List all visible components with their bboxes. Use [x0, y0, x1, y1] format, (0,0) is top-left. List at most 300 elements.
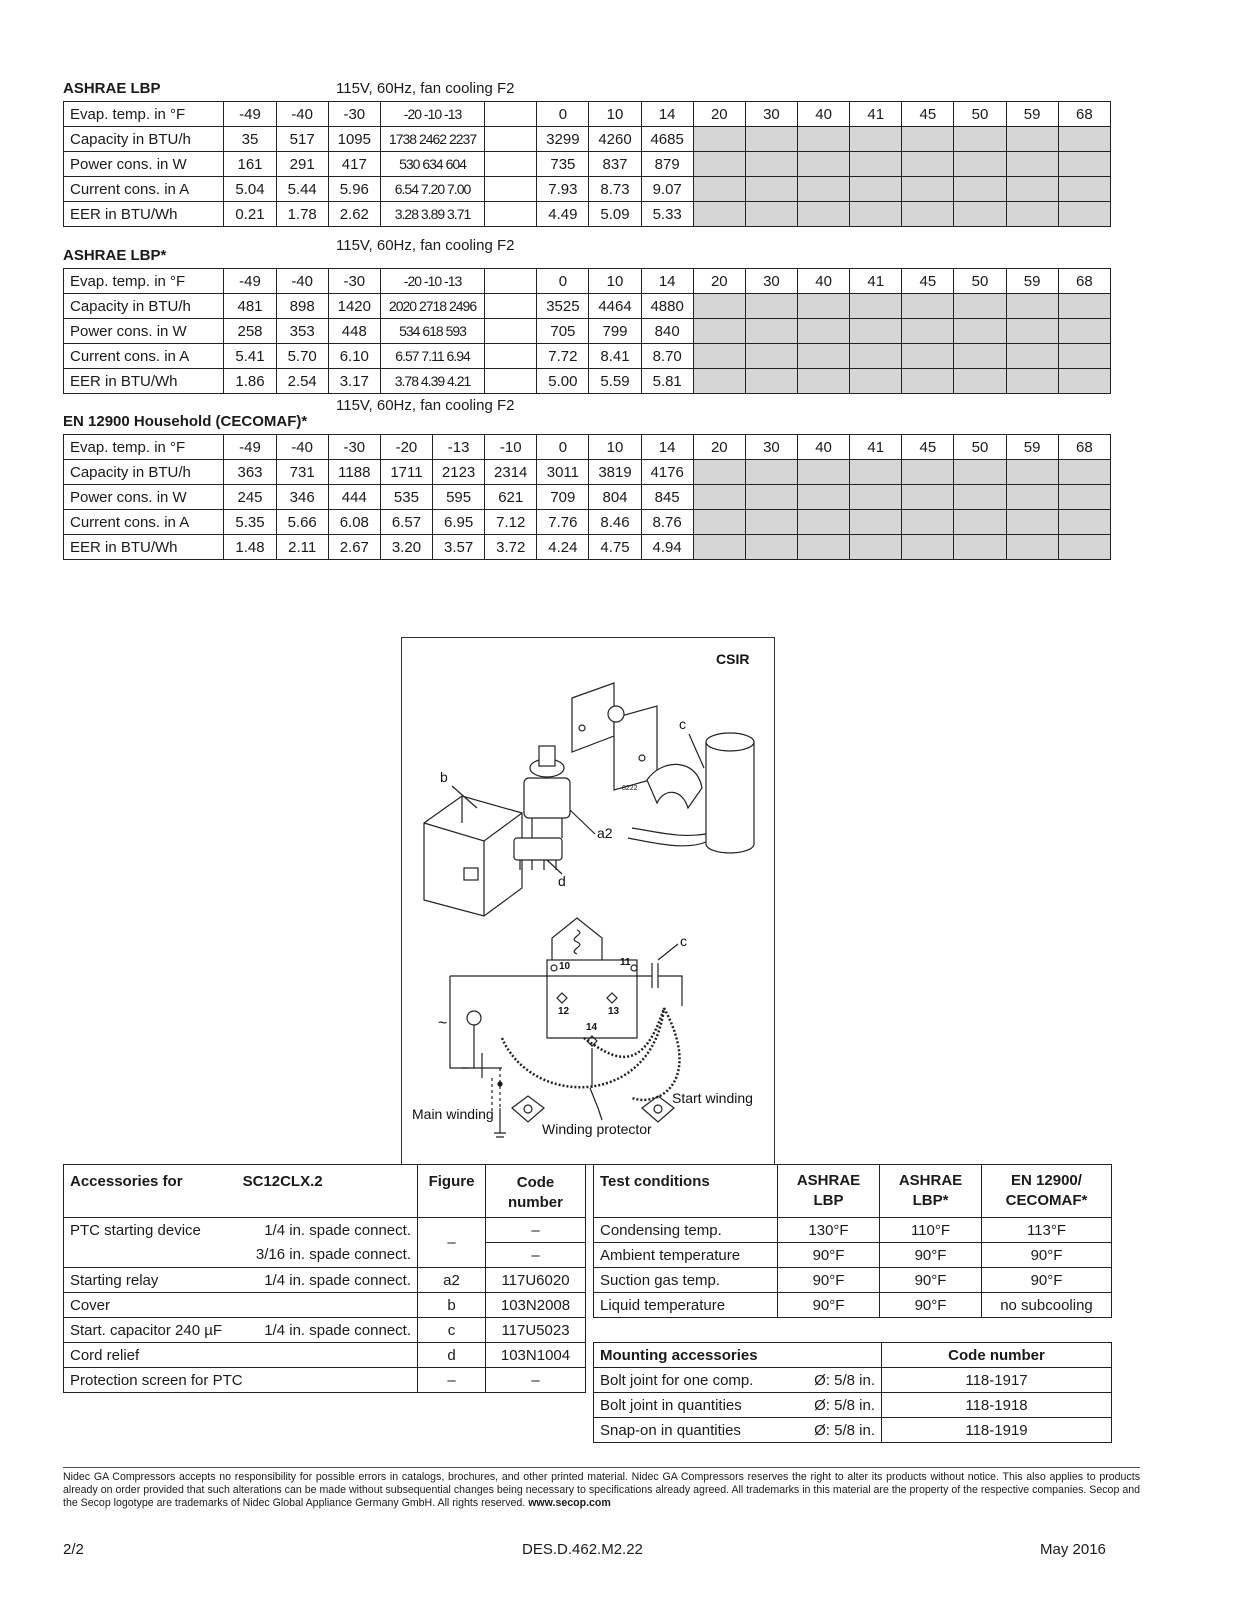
- table-cell: 4260: [589, 127, 641, 152]
- wiring-diagram: [401, 637, 775, 1165]
- test-condition-value: 90°F: [880, 1243, 982, 1268]
- table-cell: 2.54: [276, 369, 328, 394]
- table-row: [64, 485, 1111, 510]
- table-cell: 59: [1006, 435, 1058, 460]
- table-cell: 5.66: [276, 510, 328, 535]
- table-cell: [693, 510, 745, 535]
- mounting-code-header: Code number: [882, 1343, 1112, 1368]
- mounting-row: Snap-on in quantities Ø: 5/8 in.: [594, 1418, 882, 1443]
- svg-text:Winding protector: Winding protector: [542, 1121, 652, 1137]
- row-label: EER in BTU/Wh: [64, 202, 224, 227]
- table-cell: [1006, 294, 1058, 319]
- table-cell: 5.35: [224, 510, 276, 535]
- table-cell: 0: [537, 435, 589, 460]
- table-cell: [1058, 344, 1110, 369]
- table-cell: [954, 294, 1006, 319]
- col-header: ASHRAE LBP*: [880, 1165, 982, 1218]
- test-conditions-table: [593, 1164, 1112, 1318]
- accessories-header: Accessories for SC12CLX.2: [64, 1165, 418, 1218]
- table-row: [64, 294, 1111, 319]
- table-cell: 258: [224, 319, 276, 344]
- table-cell: 3.20: [380, 535, 432, 560]
- table-cell: -49: [224, 435, 276, 460]
- table-cell: 709: [537, 485, 589, 510]
- col-header: EN 12900/ CECOMAF*: [982, 1165, 1112, 1218]
- table-cell: 41: [850, 102, 902, 127]
- table-cell: [745, 177, 797, 202]
- table-cell: [1058, 535, 1110, 560]
- table-cell: [850, 152, 902, 177]
- table-cell: 530 634 604: [380, 152, 484, 177]
- table-cell: [954, 202, 1006, 227]
- table-cell: 840: [641, 319, 693, 344]
- table-cell: 2020 2718 2496: [380, 294, 484, 319]
- table-cell: 5.04: [224, 177, 276, 202]
- table-row: [64, 460, 1111, 485]
- table-cell: 1.86: [224, 369, 276, 394]
- table-cell: [1058, 152, 1110, 177]
- table-cell: 6.95: [433, 510, 485, 535]
- table-cell: 417: [328, 152, 380, 177]
- table-cell: 481: [224, 294, 276, 319]
- table-cell: [693, 127, 745, 152]
- performance-table-ashrae-lbp-star: [63, 268, 1111, 394]
- row-label: Power cons. in W: [64, 319, 224, 344]
- table-cell: 40: [798, 102, 850, 127]
- accessory-figure: –: [418, 1218, 486, 1268]
- table-cell: [850, 460, 902, 485]
- table-cell: [485, 294, 537, 319]
- mounting-code: 118-1917: [882, 1368, 1112, 1393]
- table-cell: 845: [641, 485, 693, 510]
- performance-table-ashrae-lbp: [63, 101, 1111, 227]
- table-cell: [1006, 510, 1058, 535]
- page-number: 2/2: [63, 1541, 84, 1558]
- table-cell: 5.09: [589, 202, 641, 227]
- section-title: ASHRAE LBP: [63, 80, 161, 97]
- row-label: Capacity in BTU/h: [64, 294, 224, 319]
- table-cell: 5.81: [641, 369, 693, 394]
- clamp-drawing: [647, 764, 702, 808]
- table-cell: [902, 510, 954, 535]
- test-condition-label: Ambient temperature: [594, 1243, 778, 1268]
- table-cell: 517: [276, 127, 328, 152]
- table-cell: [485, 202, 537, 227]
- test-condition-value: 90°F: [778, 1268, 880, 1293]
- table-cell: 705: [537, 319, 589, 344]
- table-cell: 1.78: [276, 202, 328, 227]
- leader-line: [658, 944, 678, 960]
- accessory-code: –: [486, 1243, 586, 1268]
- table-cell: [954, 319, 1006, 344]
- table-cell: 7.76: [537, 510, 589, 535]
- test-condition-value: 130°F: [778, 1218, 880, 1243]
- table-cell: [798, 319, 850, 344]
- code-header: Code number: [486, 1165, 586, 1218]
- website-link[interactable]: www.secop.com: [528, 1497, 611, 1509]
- table-cell: [693, 319, 745, 344]
- table-cell: -40: [276, 435, 328, 460]
- table-cell: 879: [641, 152, 693, 177]
- table-cell: [954, 177, 1006, 202]
- table-cell: [1058, 319, 1110, 344]
- table-cell: [798, 152, 850, 177]
- test-conditions-header: Test conditions: [594, 1165, 778, 1218]
- table-cell: -30: [328, 102, 380, 127]
- mounting-row: Bolt joint for one comp. Ø: 5/8 in.: [594, 1368, 882, 1393]
- section-title: ASHRAE LBP*: [63, 247, 167, 264]
- table-cell: 5.59: [589, 369, 641, 394]
- table-cell: 20: [693, 269, 745, 294]
- table-cell: -20 -10 -13: [380, 102, 484, 127]
- test-condition-label: Suction gas temp.: [594, 1268, 778, 1293]
- table-cell: [1006, 152, 1058, 177]
- table-cell: 2.11: [276, 535, 328, 560]
- row-label: Current cons. in A: [64, 510, 224, 535]
- table-cell: [693, 369, 745, 394]
- svg-text:14: 14: [586, 1022, 598, 1033]
- capacitor-drawing: [706, 733, 754, 853]
- accessory-code: 103N1004: [486, 1343, 586, 1368]
- table-cell: 3.17: [328, 369, 380, 394]
- accessory-figure: d: [418, 1343, 486, 1368]
- row-label: Evap. temp. in °F: [64, 269, 224, 294]
- table-cell: [902, 344, 954, 369]
- table-cell: 45: [902, 102, 954, 127]
- table-row: [64, 102, 1111, 127]
- table-cell: 735: [537, 152, 589, 177]
- row-label: Evap. temp. in °F: [64, 435, 224, 460]
- table-cell: 1.48: [224, 535, 276, 560]
- table-cell: 731: [276, 460, 328, 485]
- test-condition-value: 90°F: [778, 1293, 880, 1318]
- disclaimer: Nidec GA Compressors accepts no responsibility for possible errors in catalogs, brochures, and other printed material. Nidec GA Compressors reserves the right to alter its products without notice. This also applies to products already on order provided that such alterations can be made without subsequential changes being necessary to specifications already agreed. All trademarks in this material are the property of the respective companies. Secop and the Secop logotype are trademarks of Nidec Global Appliance Germany GmbH. All rights reserved. www.secop.com: [63, 1471, 1140, 1509]
- table-cell: 7.93: [537, 177, 589, 202]
- table-cell: 20: [693, 102, 745, 127]
- table-cell: [485, 102, 537, 127]
- table-cell: [745, 535, 797, 560]
- row-label: Current cons. in A: [64, 177, 224, 202]
- table-cell: [902, 152, 954, 177]
- test-condition-value: 90°F: [982, 1243, 1112, 1268]
- table-cell: [693, 294, 745, 319]
- table-cell: 898: [276, 294, 328, 319]
- row-label: Capacity in BTU/h: [64, 127, 224, 152]
- table-cell: 4685: [641, 127, 693, 152]
- performance-table-en12900: [63, 434, 1111, 560]
- accessory-figure: c: [418, 1318, 486, 1343]
- table-cell: [1058, 485, 1110, 510]
- table-cell: [485, 127, 537, 152]
- table-cell: [850, 319, 902, 344]
- table-cell: 3819: [589, 460, 641, 485]
- table-cell: 1188: [328, 460, 380, 485]
- table-cell: 5.44: [276, 177, 328, 202]
- table-cell: 5.70: [276, 344, 328, 369]
- table-cell: [850, 369, 902, 394]
- table-cell: 14: [641, 435, 693, 460]
- table-cell: 837: [589, 152, 641, 177]
- diagram-illustration: [402, 638, 774, 1164]
- table-cell: 1420: [328, 294, 380, 319]
- table-cell: [850, 202, 902, 227]
- table-cell: [850, 177, 902, 202]
- accessory-row: Cord relief: [64, 1343, 418, 1368]
- table-cell: 6.10: [328, 344, 380, 369]
- test-condition-value: 90°F: [880, 1268, 982, 1293]
- mounting-code: 118-1919: [882, 1418, 1112, 1443]
- table-cell: 2.67: [328, 535, 380, 560]
- table-cell: 3.57: [433, 535, 485, 560]
- table-cell: [850, 510, 902, 535]
- figure-header: Figure: [418, 1165, 486, 1218]
- table-row: [64, 535, 1111, 560]
- table-cell: [954, 127, 1006, 152]
- table-cell: 363: [224, 460, 276, 485]
- table-cell: [1058, 510, 1110, 535]
- table-cell: [954, 535, 1006, 560]
- svg-text:10: 10: [559, 961, 571, 972]
- table-cell: [850, 535, 902, 560]
- accessory-row: Protection screen for PTC: [64, 1368, 418, 1393]
- table-cell: 5.33: [641, 202, 693, 227]
- test-condition-value: 113°F: [982, 1218, 1112, 1243]
- svg-text:b: b: [440, 769, 448, 785]
- table-cell: 50: [954, 102, 1006, 127]
- table-cell: 8.73: [589, 177, 641, 202]
- accessory-figure: a2: [418, 1268, 486, 1293]
- table-cell: 68: [1058, 102, 1110, 127]
- table-cell: 535: [380, 485, 432, 510]
- table-cell: [745, 485, 797, 510]
- table-cell: [745, 294, 797, 319]
- table-cell: 5.96: [328, 177, 380, 202]
- table-cell: 10: [589, 102, 641, 127]
- table-cell: [798, 510, 850, 535]
- table-cell: [798, 485, 850, 510]
- table-row: [64, 435, 1111, 460]
- table-cell: 3.72: [485, 535, 537, 560]
- row-label: Power cons. in W: [64, 485, 224, 510]
- table-row: [64, 344, 1111, 369]
- table-cell: [798, 460, 850, 485]
- table-cell: 4176: [641, 460, 693, 485]
- table-cell: 2123: [433, 460, 485, 485]
- mounting-row: Bolt joint in quantities Ø: 5/8 in.: [594, 1393, 882, 1418]
- table-cell: 59: [1006, 102, 1058, 127]
- table-cell: [485, 344, 537, 369]
- table-cell: [954, 344, 1006, 369]
- table-cell: 161: [224, 152, 276, 177]
- table-cell: [745, 152, 797, 177]
- table-cell: [902, 485, 954, 510]
- accessory-figure: b: [418, 1293, 486, 1318]
- table-cell: [798, 535, 850, 560]
- svg-text:11: 11: [620, 957, 631, 968]
- table-cell: [693, 202, 745, 227]
- table-cell: [1006, 127, 1058, 152]
- table-cell: 3.78 4.39 4.21: [380, 369, 484, 394]
- row-label: Current cons. in A: [64, 344, 224, 369]
- table-cell: 0.21: [224, 202, 276, 227]
- table-row: [64, 269, 1111, 294]
- table-cell: [850, 344, 902, 369]
- accessory-code: –: [486, 1368, 586, 1393]
- test-condition-value: no subcooling: [982, 1293, 1112, 1318]
- table-cell: 1711: [380, 460, 432, 485]
- cover-drawing: [424, 796, 522, 916]
- table-cell: -40: [276, 102, 328, 127]
- table-cell: 595: [433, 485, 485, 510]
- table-cell: [1058, 294, 1110, 319]
- svg-text:a2: a2: [597, 825, 613, 841]
- table-cell: 2314: [485, 460, 537, 485]
- table-row: [64, 319, 1111, 344]
- table-cell: [1006, 485, 1058, 510]
- table-cell: [902, 127, 954, 152]
- table-cell: 4.94: [641, 535, 693, 560]
- table-cell: [693, 485, 745, 510]
- table-cell: [693, 177, 745, 202]
- table-cell: 30: [745, 102, 797, 127]
- table-cell: [954, 369, 1006, 394]
- table-cell: 4.75: [589, 535, 641, 560]
- table-cell: [902, 294, 954, 319]
- row-label: Capacity in BTU/h: [64, 460, 224, 485]
- table-cell: 2.62: [328, 202, 380, 227]
- svg-text:13: 13: [608, 1006, 620, 1017]
- table-cell: 3525: [537, 294, 589, 319]
- table-row: [64, 369, 1111, 394]
- table-cell: 14: [641, 102, 693, 127]
- row-label: Evap. temp. in °F: [64, 102, 224, 127]
- table-cell: [798, 177, 850, 202]
- mounting-code: 118-1918: [882, 1393, 1112, 1418]
- table-row: [64, 202, 1111, 227]
- col-header: ASHRAE LBP: [778, 1165, 880, 1218]
- accessory-row: Starting relay 1/4 in. spade connect.: [64, 1268, 418, 1293]
- table-cell: [902, 535, 954, 560]
- mounting-accessories-table: [593, 1342, 1112, 1443]
- table-cell: [485, 269, 537, 294]
- table-cell: 6.57: [380, 510, 432, 535]
- table-cell: 4464: [589, 294, 641, 319]
- table-cell: 8.76: [641, 510, 693, 535]
- bracket-drawing: [572, 683, 657, 790]
- table-cell: -13: [433, 435, 485, 460]
- table-cell: 10: [589, 435, 641, 460]
- table-cell: [1006, 460, 1058, 485]
- table-cell: 8.70: [641, 344, 693, 369]
- table-cell: 621: [485, 485, 537, 510]
- table-cell: [1006, 177, 1058, 202]
- table-cell: [745, 344, 797, 369]
- table-cell: [693, 344, 745, 369]
- leader-line: [547, 860, 562, 874]
- table-cell: [745, 127, 797, 152]
- svg-text:Start winding: Start winding: [672, 1090, 753, 1106]
- table-cell: [1006, 202, 1058, 227]
- table-cell: 346: [276, 485, 328, 510]
- table-cell: 534 618 593: [380, 319, 484, 344]
- table-cell: [954, 152, 1006, 177]
- table-cell: 14: [641, 269, 693, 294]
- table-cell: 1095: [328, 127, 380, 152]
- accessory-row: PTC starting device 1/4 in. spade connect.: [64, 1218, 418, 1243]
- table-cell: 9.07: [641, 177, 693, 202]
- table-row: [64, 510, 1111, 535]
- table-cell: [850, 485, 902, 510]
- capacitor-leads: [628, 828, 706, 846]
- row-label: EER in BTU/Wh: [64, 535, 224, 560]
- table-cell: [798, 202, 850, 227]
- table-cell: [1058, 369, 1110, 394]
- table-cell: -49: [224, 102, 276, 127]
- table-cell: -20 -10 -13: [380, 269, 484, 294]
- circuit-schematic: [438, 918, 682, 1137]
- table-cell: 245: [224, 485, 276, 510]
- table-cell: 291: [276, 152, 328, 177]
- test-condition-label: Condensing temp.: [594, 1218, 778, 1243]
- table-row: [64, 177, 1111, 202]
- section-conditions: 115V, 60Hz, fan cooling F2: [336, 397, 515, 414]
- diagram-title: CSIR: [716, 651, 750, 667]
- row-label: Power cons. in W: [64, 152, 224, 177]
- table-cell: [954, 485, 1006, 510]
- table-cell: 799: [589, 319, 641, 344]
- table-cell: 45: [902, 435, 954, 460]
- table-cell: [798, 294, 850, 319]
- table-cell: [485, 152, 537, 177]
- test-condition-value: 90°F: [982, 1268, 1112, 1293]
- table-cell: [1006, 535, 1058, 560]
- leader-line: [689, 734, 704, 768]
- leader-line: [570, 810, 595, 834]
- accessory-row: Cover: [64, 1293, 418, 1318]
- section-title: EN 12900 Household (CECOMAF)*: [63, 413, 308, 430]
- table-cell: 3299: [537, 127, 589, 152]
- table-cell: [1006, 369, 1058, 394]
- table-cell: 68: [1058, 269, 1110, 294]
- table-cell: [745, 319, 797, 344]
- table-cell: [1058, 202, 1110, 227]
- svg-text:c: c: [680, 933, 687, 949]
- table-cell: 10: [589, 269, 641, 294]
- table-cell: [850, 127, 902, 152]
- table-cell: 50: [954, 435, 1006, 460]
- svg-text:12: 12: [558, 1006, 570, 1017]
- svg-text:c: c: [679, 716, 686, 732]
- table-cell: 41: [850, 435, 902, 460]
- table-cell: [798, 369, 850, 394]
- test-condition-label: Liquid temperature: [594, 1293, 778, 1318]
- table-cell: [485, 319, 537, 344]
- table-cell: 8.46: [589, 510, 641, 535]
- table-cell: [485, 177, 537, 202]
- table-cell: [1006, 319, 1058, 344]
- table-cell: 41: [850, 269, 902, 294]
- table-cell: 3.28 3.89 3.71: [380, 202, 484, 227]
- table-cell: 30: [745, 435, 797, 460]
- accessory-row: Start. capacitor 240 µF 1/4 in. spade connect.: [64, 1318, 418, 1343]
- table-cell: [1058, 177, 1110, 202]
- table-cell: 5.00: [537, 369, 589, 394]
- table-cell: [798, 344, 850, 369]
- table-cell: [954, 460, 1006, 485]
- table-cell: 1738 2462 2237: [380, 127, 484, 152]
- table-cell: -30: [328, 269, 380, 294]
- test-condition-value: 90°F: [880, 1293, 982, 1318]
